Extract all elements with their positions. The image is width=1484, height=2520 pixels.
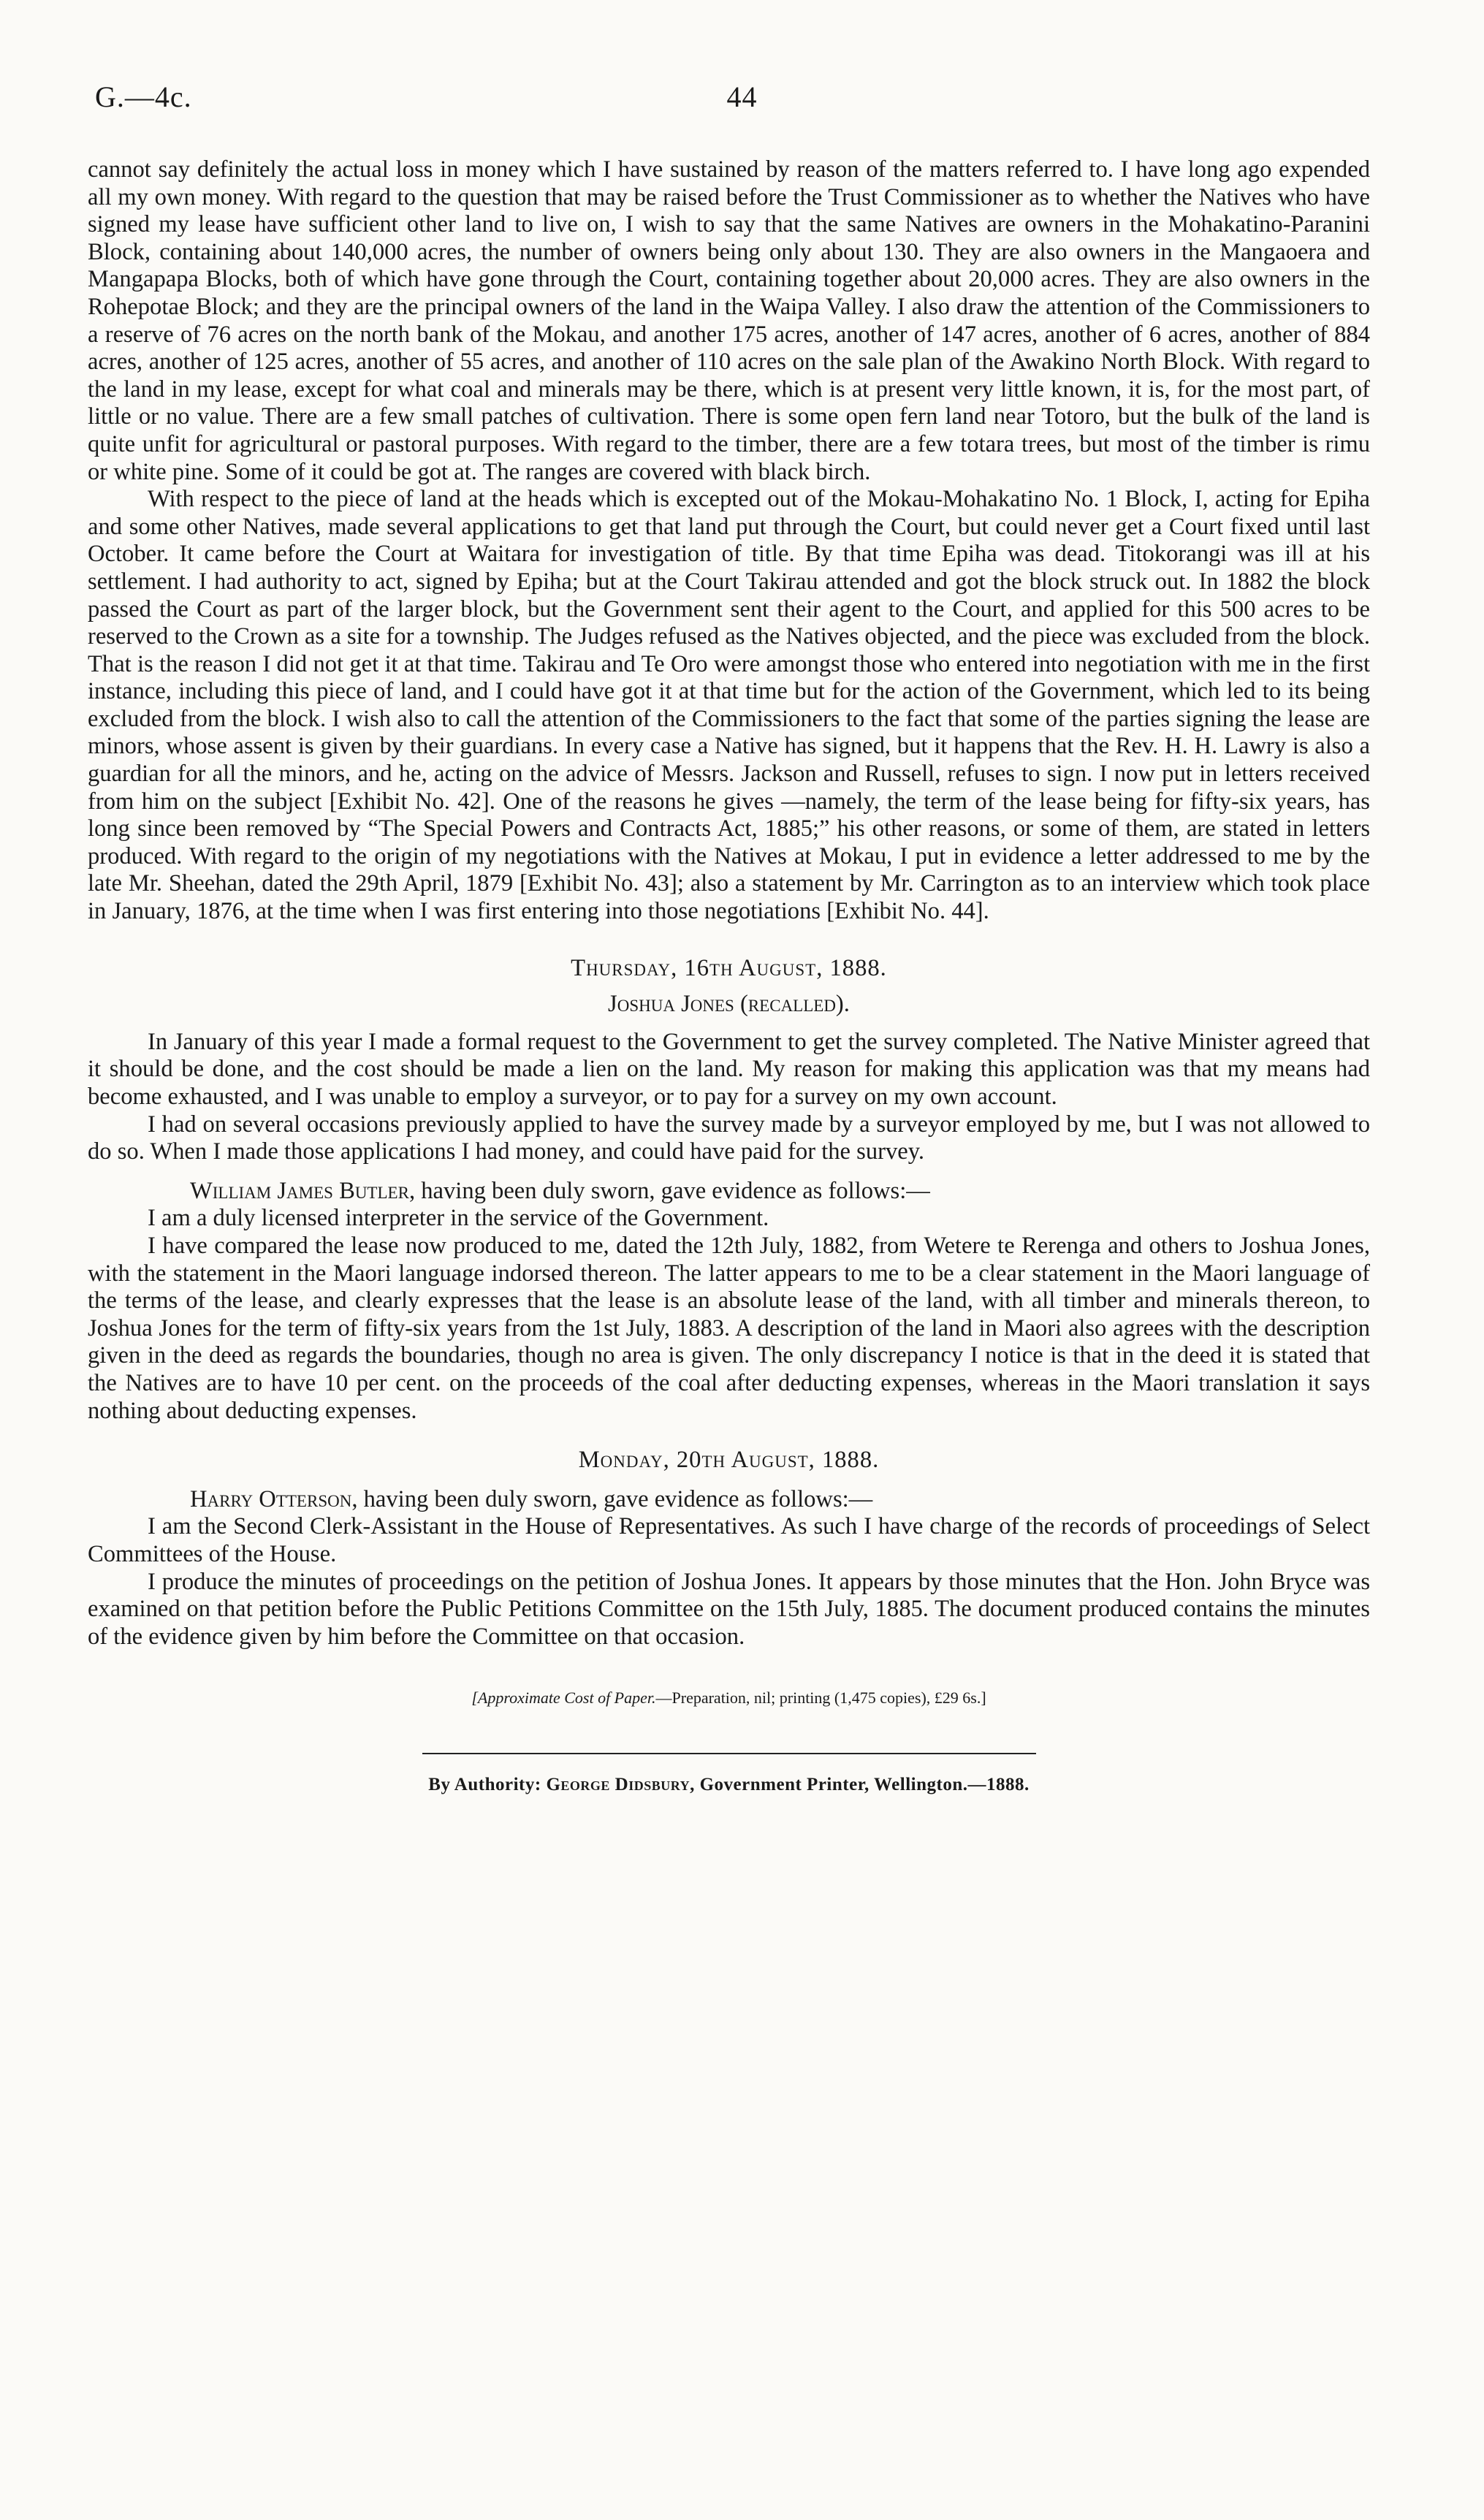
cost-text: —Preparation, nil; printing (1,475 copies), £29 6s.] [655, 1689, 986, 1708]
sworn-text: , having been duly sworn, gave evidence as follows:— [408, 1177, 930, 1204]
date-heading: Monday, 20th August, 1888. [578, 1447, 880, 1474]
sworn-text: , having been duly sworn, gave evidence as follows:— [351, 1485, 873, 1512]
paragraph: I have compared the lease now produced to me, dated the 12th July, 1882, from Wetere te Rerenga and others to Joshua Jones, with the statement in the Maori language indorsed thereon. The latter appears to me to be a clear statement in the Maori language of the terms of the lease, and clearly expresses that the lease is an absolute lease of the land, with all timber and minerals thereon, to Joshua Jones for the term of fifty-six years from the 1st July, 1883. A description of the land in Maori also agrees with the description given in the deed as regards the boundaries, though no area is given. The only discrepancy I notice is that in the deed it is stated that the Natives are to have 10 per cent. on the proceeds of the coal after deducting expenses, whereas in the Maori translation it says nothing about deducting expenses. [88, 1232, 1370, 1424]
printer-name: George Didsbury [546, 1775, 690, 1795]
paragraph: I produce the minutes of proceedings on the petition of Joshua Jones. It appears by those minutes that the Hon. John Bryce was examined on that petition before the Public Petitions Committee on the 15th July, 1885. The document produced contains the minutes of the evidence given by him before the Committee on that occasion. [88, 1568, 1370, 1650]
paragraph: In January of this year I made a formal request to the Government to get the survey completed. The Native Minister agreed that it should be done, and the cost should be made a lien on the land. My reason for making this application was that my means had become exhausted, and I was unable to employ a surveyor, or to pay for a survey on my own account. [88, 1028, 1370, 1110]
witness-name: William James Butler [190, 1177, 409, 1204]
paragraph: I am the Second Clerk-Assistant in the House of Representatives. As such I have charge of the records of proceedings of Select Committees of the House. [88, 1513, 1370, 1567]
paragraph: cannot say definitely the actual loss in money which I have sustained by reason of the matters referred to. I have long ago expended all my own money. With regard to the question that may be raised before the Trust Commissioner as to whether the Natives who have signed my lease have sufficient other land to live on, I wish to say that the same Natives are owners in the Mohakatino-Paranini Block, containing about 140,000 acres, the number of owners being only about 130. They are also owners in the Mangaoera and Mangapapa Blocks, both of which have gone through the Court, containing together about 20,000 acres. They are also owners in the Rohepotae Block; and they are the principal owners of the land in the Waipa Valley. I also draw the attention of the Commissioners to a reserve of 76 acres on the north bank of the Mokau, and another 175 acres, another of 147 acres, another of 6 acres, another of 884 acres, another of 125 acres, another of 55 acres, and another of 110 acres on the sale plan of the Awakino North Block. With regard to the land in my lease, except for what coal and minerals may be there, which is at present very little known, it is, for the most part, of little or no value. There are a few small patches of cultivation. There is some open fern land near Totoro, but the bulk of the land is quite unfit for agricultural or pastoral purposes. With regard to the timber, there are a few totara trees, but most of the timber is rimu or white pine. Some of it could be got at. The ranges are covered with black birch. [88, 156, 1370, 485]
cost-note [88, 1687, 1370, 1709]
paragraph: With respect to the piece of land at the heads which is excepted out of the Mokau-Mohakatino No. 1 Block, I, acting for Epiha and some other Natives, made several applications to get that land put through the Court, but could never get a Court fixed until last October. It came before the Court at Waitara for investigation of title. By that time Epiha was dead. Titokorangi was ill at his settlement. I had authority to act, signed by Epiha; but at the Court Takirau attended and got the block struck out. In 1882 the block passed the Court as part of the larger block, but the Government sent their agent to the Court, and applied for this 500 acres to be reserved to the Crown as a site for a township. The Judges refused as the Natives objected, and the piece was excluded from the block. That is the reason I did not get it at that time. Takirau and Te Oro were amongst those who entered into negotiation with me in the first instance, including this piece of land, and I could have got it at that time but for the action of the Government, which led to its being excluded from the block. I wish also to call the attention of the Commissioners to the fact that some of the parties signing the lease are minors, whose assent is given by their guardians. In every case a Native has signed, but it happens that the Rev. H. H. Lawry is also a guardian for all the minors, and he, acting on the advice of Messrs. Jackson and Russell, refuses to sign. I now put in letters received from him on the subject [Exhibit No. 42]. One of the reasons he gives —namely, the term of the lease being for fifty-six years, has long since been removed by “The Special Powers and Contracts Act, 1885;” his other reasons, or some of them, are stated in letters produced. With regard to the origin of my negotiations with the Natives at Mokau, I put in evidence a letter addressed to me by the late Mr. Sheehan, dated the 29th April, 1879 [Exhibit No. 43]; also a statement by Mr. Carrington as to an interview which took place in January, 1876, at the time when I was first entering into those negotiations [Exhibit No. 44]. [88, 486, 1370, 925]
paragraph: I had on several occasions previously applied to have the survey made by a surveyor employed by me, but I was not allowed to do so. When I made those applications I had money, and could have paid for the survey. [88, 1111, 1370, 1165]
printer-imprint [88, 1773, 1370, 1797]
authority-prefix: By Authority: [428, 1775, 547, 1795]
page-number: 44 [726, 80, 758, 113]
authority-suffix: , Government Printer, Wellington.—1888. [690, 1775, 1030, 1795]
paragraph: I am a duly licensed interpreter in the service of the Government. [148, 1205, 769, 1232]
paper-reference: G.—4c. [95, 80, 192, 113]
witness-name: Harry Otterson [190, 1485, 352, 1512]
sworn-statement [88, 1178, 1370, 1206]
sworn-statement [88, 1486, 1370, 1514]
cost-label: [Approximate Cost of Paper. [471, 1689, 656, 1708]
footer-rule [422, 1753, 1036, 1754]
body-text [88, 156, 1370, 1797]
date-heading: Thursday, 16th August, 1888. [571, 954, 887, 981]
witness-heading: Joshua Jones (recalled). [608, 991, 850, 1018]
